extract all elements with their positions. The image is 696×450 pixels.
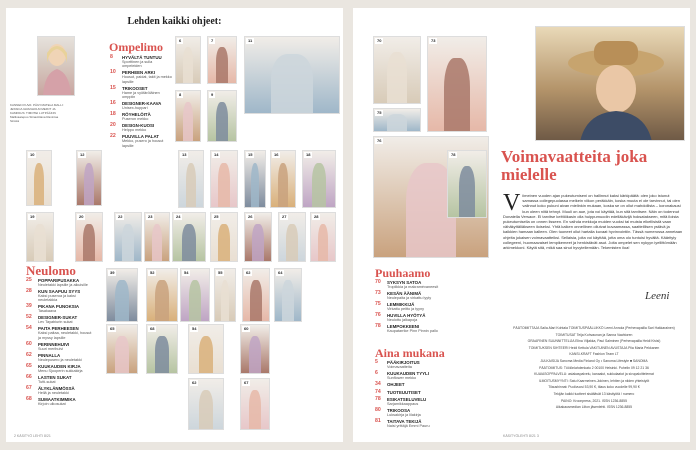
toc-item-desc: Tasakaava <box>38 309 57 314</box>
toc-item-title: LEMMIKKIJÄ <box>387 302 415 308</box>
toc-item-title: DESIGN-KUOSI <box>122 123 155 129</box>
page-number-badge: 24 <box>176 214 181 219</box>
toc-item-title: TAITAVA TEKIJÄ <box>387 419 422 425</box>
toc-item-desc: Voimavaatteita <box>387 365 412 370</box>
figure-shape <box>115 336 128 373</box>
figure-shape <box>250 280 261 321</box>
masthead-line: TOIMITUKSEN SIHTEERI Heidi Kettula VAKITUINEN AVUSTAJA Piia Maria Pekkanen <box>528 345 660 350</box>
page-number-badge: 28 <box>314 214 319 219</box>
product-thumbnail[interactable] <box>114 212 142 262</box>
toc-page-number: 78 <box>375 323 381 330</box>
product-thumbnail[interactable] <box>146 324 178 374</box>
toc-row[interactable] <box>375 280 455 289</box>
product-thumbnail[interactable] <box>210 212 238 262</box>
masthead-line: TOIMITUSAT Teija Kohvaunan ja Sanna Vaahtoren <box>555 332 633 337</box>
toc-item-title: KUN SAAPUU SYYS <box>38 289 81 295</box>
figure-shape <box>84 163 95 205</box>
figure-shape <box>221 280 230 321</box>
toc-page-number: 74 <box>375 388 381 395</box>
toc-row[interactable] <box>375 291 455 300</box>
page-number-badge: 70 <box>377 38 382 43</box>
toc-item-desc: Lev Tayabiurin sukat <box>38 320 73 325</box>
toc-row[interactable] <box>110 134 172 148</box>
product-thumbnail[interactable] <box>210 150 238 208</box>
masthead-line: KUAIASOPPALVELU: asiakaspalvelu, kanaalut, sukkulaatot ja sivupaloittelemat <box>534 372 654 377</box>
product-thumbnail[interactable] <box>144 212 170 262</box>
toc-page-number: 16 <box>110 100 116 107</box>
figure-shape <box>186 163 197 207</box>
toc-row[interactable] <box>110 123 172 132</box>
page-number-badge: 19 <box>30 214 35 219</box>
toc-row[interactable] <box>375 324 455 333</box>
editorial-body <box>503 190 685 251</box>
toc-row[interactable] <box>110 86 172 100</box>
toc-row[interactable] <box>375 419 455 428</box>
aina-mukana-list <box>375 360 455 430</box>
drop-cap: V <box>503 190 521 216</box>
masthead-line: Tekijän kaikki tuotteet sisältävät 13 käsityötä / numero <box>553 391 635 396</box>
toc-row[interactable] <box>375 397 455 406</box>
toc-item-title: PUUVILLA PALAT <box>122 134 159 140</box>
toc-item-desc: Kirjoin ulkosukat <box>38 401 66 406</box>
toc-page-number: 62 <box>26 351 32 358</box>
toc-page-number: 25 <box>26 277 32 283</box>
toc-row[interactable] <box>26 304 94 313</box>
masthead-line: Tilaushinnat: Puolivuosi 53,90 €, tilaus koko vuodelle 99,90 € <box>548 385 640 390</box>
toc-page-number: 22 <box>110 133 116 140</box>
toc-item-desc: Sarjamikkaappaus <box>387 402 419 407</box>
toc-page-number: 15 <box>110 84 116 91</box>
toc-page-number: 52 <box>26 314 32 321</box>
figure-shape <box>318 224 329 261</box>
page-number-badge: 25 <box>214 214 219 219</box>
page-number-badge: 16 <box>274 152 279 157</box>
toc-item-desc: Mekko, pusero ja housut lapsille <box>122 139 164 148</box>
toc-item-title: PINNALLA <box>38 352 61 358</box>
toc-row[interactable] <box>26 315 94 324</box>
product-thumbnail[interactable] <box>244 36 340 114</box>
figure-shape <box>251 163 260 207</box>
product-thumbnail[interactable] <box>242 268 270 322</box>
product-thumbnail[interactable] <box>214 268 236 322</box>
toc-item-desc: Hellä ja neuletakki <box>38 390 69 395</box>
toc-row[interactable] <box>26 386 94 395</box>
product-thumbnail[interactable] <box>106 268 138 322</box>
cover-credits: KANNEN KUVA: PÄIVI MATELA MALLI: JESSICA GRANHOLM MEIKIT JA KAMPAUS: TIMOTEI LUTPÄÄKIN Mallivaatepuo Stinaviittava Ravintoa Sinistä <box>10 103 64 123</box>
product-thumbnail[interactable] <box>302 150 336 208</box>
toc-item-title: KUUKAUDEN KIRJA <box>38 363 81 369</box>
masthead-line: KANSI-KRAFT Fashion Team LT <box>569 352 619 357</box>
toc-page-number: 20 <box>110 122 116 129</box>
toc-item-title: DESIGNER-SUKAT <box>38 315 78 321</box>
toc-item-title: ESIKATSELUVELU <box>387 397 427 403</box>
toc-item-desc: Hame ja vyötäröläinen omppiin <box>122 90 160 100</box>
toc-row[interactable] <box>375 360 455 369</box>
toc-item-title: TRIKOOSET <box>122 85 148 91</box>
figure-shape <box>218 163 229 207</box>
figure-shape <box>183 102 194 141</box>
product-thumbnail[interactable] <box>26 212 54 262</box>
neulomo-list <box>26 278 94 408</box>
figure-shape <box>286 224 297 261</box>
editor-signature: Leeni <box>645 290 670 302</box>
editorial-text: iimeinen vuoden ajan pukeutumiseni on hallinnut kaksi kärkipäätä: olen joko istunut samassa collegepuolassa melkein viikon peräkkäin, koska muuta ei ole tarvinnut, tai olen valinnut koko pukuni aivan mielinkin mukaan, koska se on ollut mahdollista – koronakausi kun oleen niitä tehnyt. Muuli on aue, jota voi käyttää, kun sitä tarvitsee. Näin on todennut Donatella Versace. Ei tarvitse keittiökasin olla huippumuodin edelläkävijä hoksatakseen, mitä iloista pukeutumisella on onnen lisseen. En vaihda mekkoja muiden vuoksi tai muista elkellisistä vaan vähäkyttäliäkseen iloiseksi. Yhtä kaiken onnellinen ollutvat kuvaamassa, saatteillisen ystävä ja kaikkien hamaan kalleen. Olen tuoneet ollut hartalla kuvaat hyvinvointiin. Tässä numerossa annetaan ohjeita jokaisen voimavaatteiksi. Sellaisia, joita voi käyttää, jotta oma olo tuntuisi hyvältä. Käärityly collegeeni, huomaavaiset lempikemeet ja henkistävät asut. Joita ompelet sen nykyyn iyellittömään arkimekkoni. Käytä sitä, mikä saa sinut hyvytellemään. Tekemisten iloa! <box>503 193 683 251</box>
product-thumbnail[interactable] <box>188 324 224 374</box>
masthead-line: PÄÄTOIMITTAJA Saila-Mari Kohtala TOIMITUSPÄÄLLIKKÖ Leeni Annola (Perhevapailla Sari Hakkarainen) <box>513 326 675 330</box>
toc-item-desc: Housut, paidat, takit ja mekko lapsille <box>122 75 172 84</box>
product-thumbnail[interactable] <box>106 324 138 374</box>
toc-item-title: RÖYHELÖITÄ <box>122 112 151 118</box>
figure-shape <box>249 390 261 429</box>
toc-item-title: LASTEN SUKAT <box>38 374 72 380</box>
toc-page-number: 75 <box>375 301 381 308</box>
toc-item-desc: Unisex-huppari <box>122 106 148 111</box>
masthead-line: ILMOITUSMYYNTI: Satu Kaarmeinen-Jokinen, lehtien ja niiden yhteistyöt <box>538 378 650 383</box>
ompelimo-title: Ompelimo <box>109 40 163 54</box>
product-thumbnail[interactable] <box>175 36 201 84</box>
editor-portrait <box>535 26 685 141</box>
product-thumbnail[interactable] <box>180 268 210 322</box>
page-number-badge: 75 <box>377 110 382 115</box>
figure-shape <box>249 336 261 373</box>
toc-item-desc: Menu Sjooperin sukkakirja <box>38 368 83 373</box>
figure-shape <box>34 224 45 261</box>
toc-item-desc: Kaupatarrike Pinn Pinnin pallo <box>387 329 438 334</box>
page-number-badge: 23 <box>148 214 153 219</box>
toc-page-number: 80 <box>375 407 381 414</box>
toc-row[interactable] <box>375 302 455 311</box>
product-thumbnail[interactable] <box>146 268 178 322</box>
toc-item-desc: Kaksi puseroa ja kaksi neuletakkia <box>38 294 76 303</box>
page-number-badge: 65 <box>110 326 115 331</box>
page-number-badge: 68 <box>150 326 155 331</box>
figure-shape <box>387 52 407 103</box>
aina-mukana-title: Aina mukana <box>375 346 445 360</box>
masthead-line: Aikakausmedian Liiton jäsenlehti. ISSN 1236-8855 <box>555 405 633 410</box>
figure-shape <box>271 54 312 113</box>
toc-row[interactable] <box>26 375 94 384</box>
page-number-badge: 62 <box>192 380 197 385</box>
figure-shape <box>282 280 293 321</box>
figure-shape <box>183 47 194 83</box>
product-thumbnail[interactable] <box>240 378 270 430</box>
page-number-badge: 11 <box>248 38 253 43</box>
toc-row[interactable] <box>110 101 172 110</box>
figure-shape <box>444 58 470 131</box>
page-number-badge: 62 <box>246 270 251 275</box>
ompelimo-list <box>110 55 172 150</box>
page-number-badge: 8 <box>179 92 182 97</box>
page-number-badge: 27 <box>282 214 287 219</box>
toc-row[interactable] <box>375 371 455 380</box>
product-thumbnail[interactable] <box>26 150 52 206</box>
right-footer: KÄSITYÖLEHTI 8/21 3 <box>503 434 539 438</box>
page-number-badge: 73 <box>431 38 436 43</box>
figure-shape <box>122 224 133 261</box>
figure-shape <box>189 280 201 321</box>
toc-item-title: LEMPOKKEENI <box>387 324 420 330</box>
figure-shape <box>199 336 214 373</box>
toc-row[interactable] <box>26 278 94 287</box>
toc-item-title: PERHEEN ARKI <box>122 70 156 76</box>
page-number-badge: 52 <box>150 270 155 275</box>
toc-item-title: PERINNEHUIVI <box>38 341 70 347</box>
page-number-badge: 26 <box>248 214 253 219</box>
toc-item-desc: Luksakirja ja lilakirja <box>387 413 421 418</box>
product-thumbnail[interactable] <box>207 90 237 142</box>
page-number-badge: 78 <box>451 152 456 157</box>
toc-page-number: 65 <box>26 362 32 369</box>
product-thumbnail[interactable] <box>76 150 102 206</box>
figure-shape <box>83 224 94 261</box>
toc-item-title: OHJEET <box>387 382 405 388</box>
toc-item-desc: Neuletakki lapsille ja aikuisille <box>38 283 88 288</box>
figure-shape <box>155 336 168 373</box>
left-page <box>6 8 343 442</box>
product-thumbnail[interactable] <box>447 150 487 218</box>
toc-row[interactable] <box>375 408 455 417</box>
masthead-line: PÄÄTOIMITUS: Töölönlahdenkatu 2 00100 Helsinki. Puhelin 09 12 21 36 <box>539 365 649 370</box>
toc-item-desc: Naisi yrittäjä Emmi Pauru <box>387 424 430 429</box>
product-thumbnail[interactable] <box>207 36 237 84</box>
toc-page-number: 18 <box>110 111 116 118</box>
masthead-line: JULKAISIJA Sanoma Media Finland Oy • Sanoma Lifestyle ■ SANOMA <box>540 358 648 363</box>
toc-row[interactable] <box>375 313 455 322</box>
toc-row[interactable] <box>110 55 172 69</box>
toc-item-desc: Puseron mekko <box>122 117 149 122</box>
toc-item-title: DESIGNER-KAAVA <box>122 101 162 107</box>
figure-shape <box>312 163 326 207</box>
page-number-badge: 55 <box>218 270 223 275</box>
spread-title: Lehden kaikki ohjeet: <box>127 16 222 27</box>
toc-page-number: 81 <box>375 418 381 425</box>
toc-page-number: 78 <box>375 396 381 403</box>
page-number-badge: 6 <box>179 38 182 43</box>
toc-item-desc: Sunflower mekko <box>387 376 417 381</box>
figure-shape <box>115 280 128 321</box>
toc-page-number: 10 <box>110 69 116 76</box>
puuhaamo-title: Puuhaamo <box>375 266 431 280</box>
toc-page-number: 70 <box>375 279 381 285</box>
figure-shape <box>216 47 228 83</box>
page-number-badge: 76 <box>377 138 382 143</box>
figure-shape <box>182 224 196 261</box>
product-thumbnail[interactable] <box>244 212 272 262</box>
toc-page-number: 68 <box>26 395 32 402</box>
toc-item-title: KESÄN ÄÄNIMÄ <box>387 291 422 297</box>
toc-page-number: 54 <box>26 325 32 332</box>
toc-row[interactable] <box>110 70 172 84</box>
product-thumbnail[interactable] <box>373 36 421 104</box>
toc-item-title: ÄLYKLÄNMÖSSÄ <box>38 385 75 391</box>
product-thumbnail[interactable] <box>172 212 206 262</box>
toc-row[interactable] <box>26 364 94 373</box>
toc-page-number: 28 <box>26 288 32 295</box>
puuhaamo-list <box>375 280 455 335</box>
product-thumbnail[interactable] <box>274 268 302 322</box>
product-thumbnail[interactable] <box>310 212 336 262</box>
toc-item-title: HYVÄLTÄ TUNTUU <box>122 55 162 60</box>
toc-row[interactable] <box>375 390 455 396</box>
toc-row[interactable] <box>26 289 94 303</box>
toc-item-desc: Neulepaita ja virkattu lyyty <box>387 296 432 301</box>
product-thumbnail[interactable] <box>175 90 201 142</box>
page-number-badge: 13 <box>182 152 187 157</box>
toc-row[interactable] <box>110 112 172 121</box>
toc-page-number: 76 <box>375 312 381 319</box>
page-number-badge: 20 <box>79 214 84 219</box>
page-number-badge: 10 <box>30 152 35 157</box>
figure-shape <box>155 280 168 321</box>
masthead-line: GRAAFINEN SUUNNITTELIJA Elina Viljakka, Paul Salminen (Perhevapailla Heidi Kivisi) <box>527 339 661 344</box>
toc-item-title: PIKANA PUNOKSIA <box>38 304 80 310</box>
toc-item-title: KUUKAUDEN TYYLI <box>387 371 429 377</box>
figure-shape <box>216 102 228 141</box>
page-number-badge: 64 <box>278 270 283 275</box>
toc-item-desc: Neulepusero ja neuletakki <box>38 357 82 362</box>
page-number-badge: 15 <box>248 152 253 157</box>
product-thumbnail[interactable] <box>373 108 421 132</box>
toc-item-title: TRIKOOSA <box>387 408 411 414</box>
figure-shape <box>459 166 476 217</box>
toc-item-desc: Helppo mekko <box>122 128 147 133</box>
toc-item-desc: Neulottu jalkapoja <box>387 318 418 323</box>
toc-item-title: TUOTEUUTISET <box>387 389 421 395</box>
figure-shape <box>199 390 214 429</box>
toc-item-title: PAITA PERHEESEN <box>38 326 79 332</box>
toc-row[interactable] <box>375 382 455 388</box>
toc-page-number: 6 <box>375 370 378 377</box>
product-thumbnail[interactable] <box>244 150 266 208</box>
page-number-badge: 12 <box>80 152 85 157</box>
neulomo-title: Neulomo <box>26 263 76 278</box>
toc-page-number: 66 <box>26 373 32 380</box>
product-thumbnail[interactable] <box>278 212 306 262</box>
toc-row[interactable] <box>26 326 94 340</box>
figure-shape <box>34 163 45 205</box>
product-thumbnail[interactable] <box>178 150 204 208</box>
toc-item-title: PÄÄKIRJOITUS <box>387 360 420 365</box>
right-page <box>353 8 690 442</box>
cover-portrait <box>37 36 75 96</box>
product-thumbnail[interactable] <box>75 212 103 262</box>
toc-row[interactable] <box>26 342 94 351</box>
page-number-badge: 9 <box>211 92 214 97</box>
toc-item-desc: Tropiikkia ja makramévaneesit <box>387 285 439 290</box>
toc-item-desc: Kaksi paitaa, neuletakki, housut ja myssy lapsille <box>38 331 92 340</box>
page-number-badge: 14 <box>214 152 219 157</box>
toc-page-number: 60 <box>26 340 32 347</box>
masthead-line: PAINO: Kroonpress, 2021. ISSN 1236-8855 <box>561 398 627 403</box>
toc-item-desc: Virkattu peitto ja tyyny <box>387 307 425 312</box>
product-thumbnail[interactable] <box>240 324 270 374</box>
product-thumbnail[interactable] <box>427 36 487 132</box>
toc-page-number: 67 <box>26 384 32 391</box>
toc-item-title: SUMAATKIMMIKA <box>38 396 76 402</box>
product-thumbnail[interactable] <box>270 150 296 208</box>
figure-shape <box>218 224 229 261</box>
toc-page-number: 5 <box>375 359 378 365</box>
toc-item-desc: Tutti-sukat <box>38 379 56 384</box>
toc-page-number: 8 <box>110 54 113 60</box>
page-number-badge: 18 <box>306 152 311 157</box>
figure-shape <box>152 224 163 261</box>
toc-item-desc: Suuri merihuivi <box>38 346 64 351</box>
toc-item-desc: Sporttinen ja sulla ompeleiden <box>122 60 153 69</box>
page-number-badge: 39 <box>110 270 115 275</box>
left-footer: 2 KÄSITYÖ LEHTI 8/21 <box>14 434 51 438</box>
figure-shape <box>278 163 289 207</box>
editorial-headline: Voimavaatteita joka mielelle <box>501 147 648 184</box>
page-number-badge: 54 <box>192 326 197 331</box>
toc-page-number: 34 <box>375 381 381 388</box>
page-number-badge: 67 <box>244 380 249 385</box>
page-number-badge: 54 <box>184 270 189 275</box>
product-thumbnail[interactable] <box>188 378 224 430</box>
toc-item-title: SYKSYN SATOA <box>387 280 422 285</box>
masthead <box>503 326 685 412</box>
toc-page-number: 73 <box>375 290 381 297</box>
page-number-badge: 22 <box>118 214 123 219</box>
page-number-badge: 7 <box>211 38 214 43</box>
toc-row[interactable] <box>26 397 94 406</box>
toc-row[interactable] <box>26 353 94 362</box>
toc-page-number: 39 <box>26 303 32 310</box>
toc-item-title: HUVILLA HYÖTYÄ <box>387 313 426 319</box>
figure-shape <box>252 224 263 261</box>
page-number-badge: 60 <box>244 326 249 331</box>
figure-shape <box>387 114 407 131</box>
toc-item-title: POPPARIPUSAKKA <box>38 278 80 283</box>
